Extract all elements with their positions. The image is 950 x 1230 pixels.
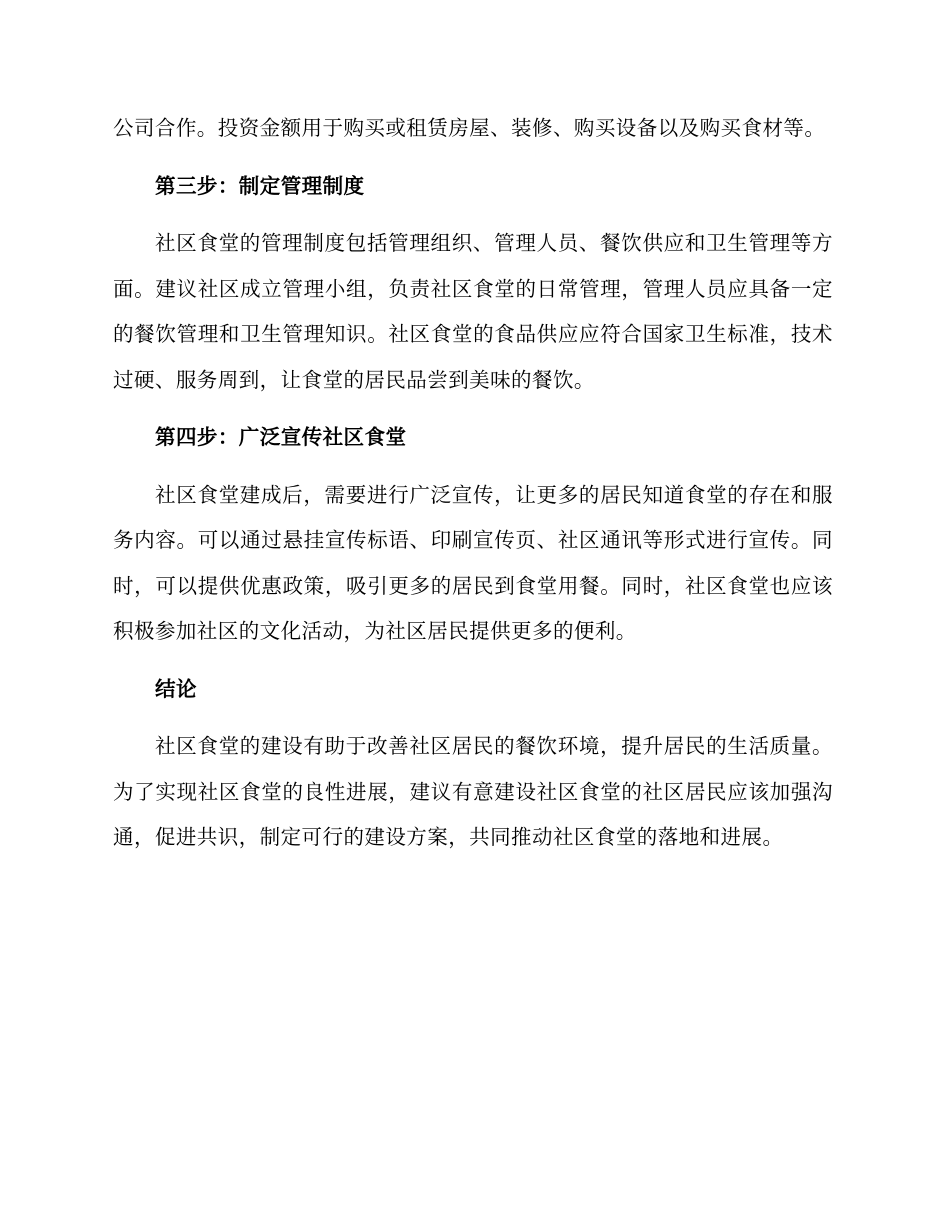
- spacer: [113, 712, 833, 724]
- heading-conclusion: 结论: [155, 676, 197, 701]
- heading-step-three: 第三步：制定管理制度: [155, 173, 365, 198]
- heading-step-four: 第四步：广泛宣传社区食堂: [155, 425, 407, 449]
- spacer: [113, 152, 833, 164]
- spacer: [113, 461, 833, 473]
- document-body: [113, 106, 833, 861]
- paragraph-conclusion: 社区食堂的建设有助于改善社区居民的餐饮环境，提升居民的生活质量。为了实现社区食堂的良性进展，建议有意建设社区食堂的社区居民应该加强沟通，促进共识，制定可行的建设方案，共同推动社区食堂的落地和进展。: [113, 734, 833, 849]
- spacer: [113, 655, 833, 667]
- spacer: [113, 403, 833, 415]
- paragraph-management-system: 社区食堂的管理制度包括管理组织、管理人员、餐饮供应和卫生管理等方面。建议社区成立管理小组，负责社区食堂的日常管理，管理人员应具备一定的餐饮管理和卫生管理知识。社区食堂的食品供应应符合国家卫生标准，技术过硬、服务周到，让食堂的居民品尝到美味的餐饮。: [113, 231, 833, 392]
- paragraph-promotion: 社区食堂建成后，需要进行广泛宣传，让更多的居民知道食堂的存在和服务内容。可以通过悬挂宣传标语、印刷宣传页、社区通讯等形式进行宣传。同时，可以提供优惠政策，吸引更多的居民到食堂用餐。同时，社区食堂也应该积极参加社区的文化活动，为社区居民提供更多的便利。: [113, 482, 833, 643]
- spacer: [113, 209, 833, 221]
- paragraph-investment-continued: 公司合作。投资金额用于购买或租赁房屋、装修、购买设备以及购买食材等。: [113, 116, 826, 140]
